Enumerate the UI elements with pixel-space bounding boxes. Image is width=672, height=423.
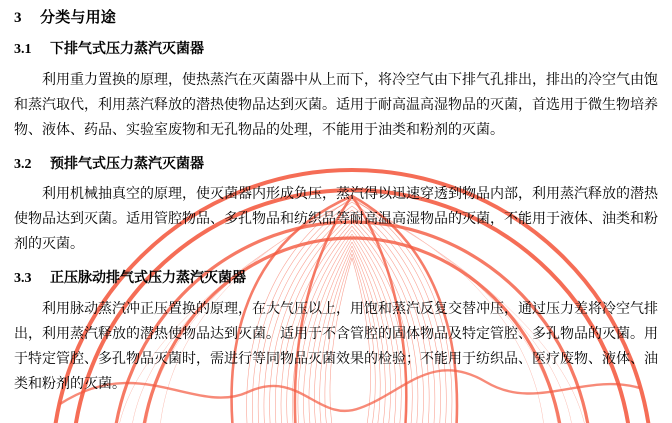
subsection-title-3: 正压脉动排气式压力蒸汽灭菌器 — [50, 271, 246, 287]
section-heading — [14, 8, 658, 28]
subsection-number-3: 3.3 — [14, 271, 32, 287]
section-number: 3 — [14, 10, 22, 26]
subsection-body-3: 利用脉动蒸汽冲正压置换的原理，在大气压以上，用饱和蒸汽反复交替冲压，通过压力差将冷空气排出，利用蒸汽释放的潜热使物品达到灭菌。适用于不含管腔的固体物品及特定管腔、多孔物品的灭菌。用于特定管腔、多孔物品灭菌时，需进行等同物品灭菌效果的检验；不能用于纺织品、医疗废物、液体、油类和粉剂的灭菌。 — [14, 302, 658, 393]
subsection-title-1: 下排气式压力蒸汽灭菌器 — [50, 42, 204, 58]
subsection-number-1: 3.1 — [14, 42, 32, 58]
subsection-body-2: 利用机械抽真空的原理，使灭菌器内形成负压，蒸汽得以迅速穿透到物品内部，利用蒸汽释放的潜热使物品达到灭菌。适用管腔物品、多孔物品和纺织品等耐高温高湿物品的灭菌，不能用于液体、油类和粉剂的灭菌。 — [14, 187, 658, 253]
section-title: 分类与用途 — [40, 10, 117, 26]
subsection-heading-3 — [14, 269, 658, 289]
subsection-heading-2 — [14, 155, 658, 175]
subsection-title-2: 预排气式压力蒸汽灭菌器 — [50, 156, 204, 172]
subsection-body-1: 利用重力置换的原理，使热蒸汽在灭菌器中从上而下，将冷空气由下排气孔排出，排出的冷空气由饱和蒸汽取代，利用蒸汽释放的潜热使物品达到灭菌。适用于耐高温高湿物品的灭菌，首选用于微生物培养物、液体、药品、实验室废物和无孔物品的处理，不能用于油类和粉剂的灭菌。 — [14, 72, 658, 138]
subsection-number-2: 3.2 — [14, 156, 32, 172]
subsection-heading-1 — [14, 40, 658, 60]
